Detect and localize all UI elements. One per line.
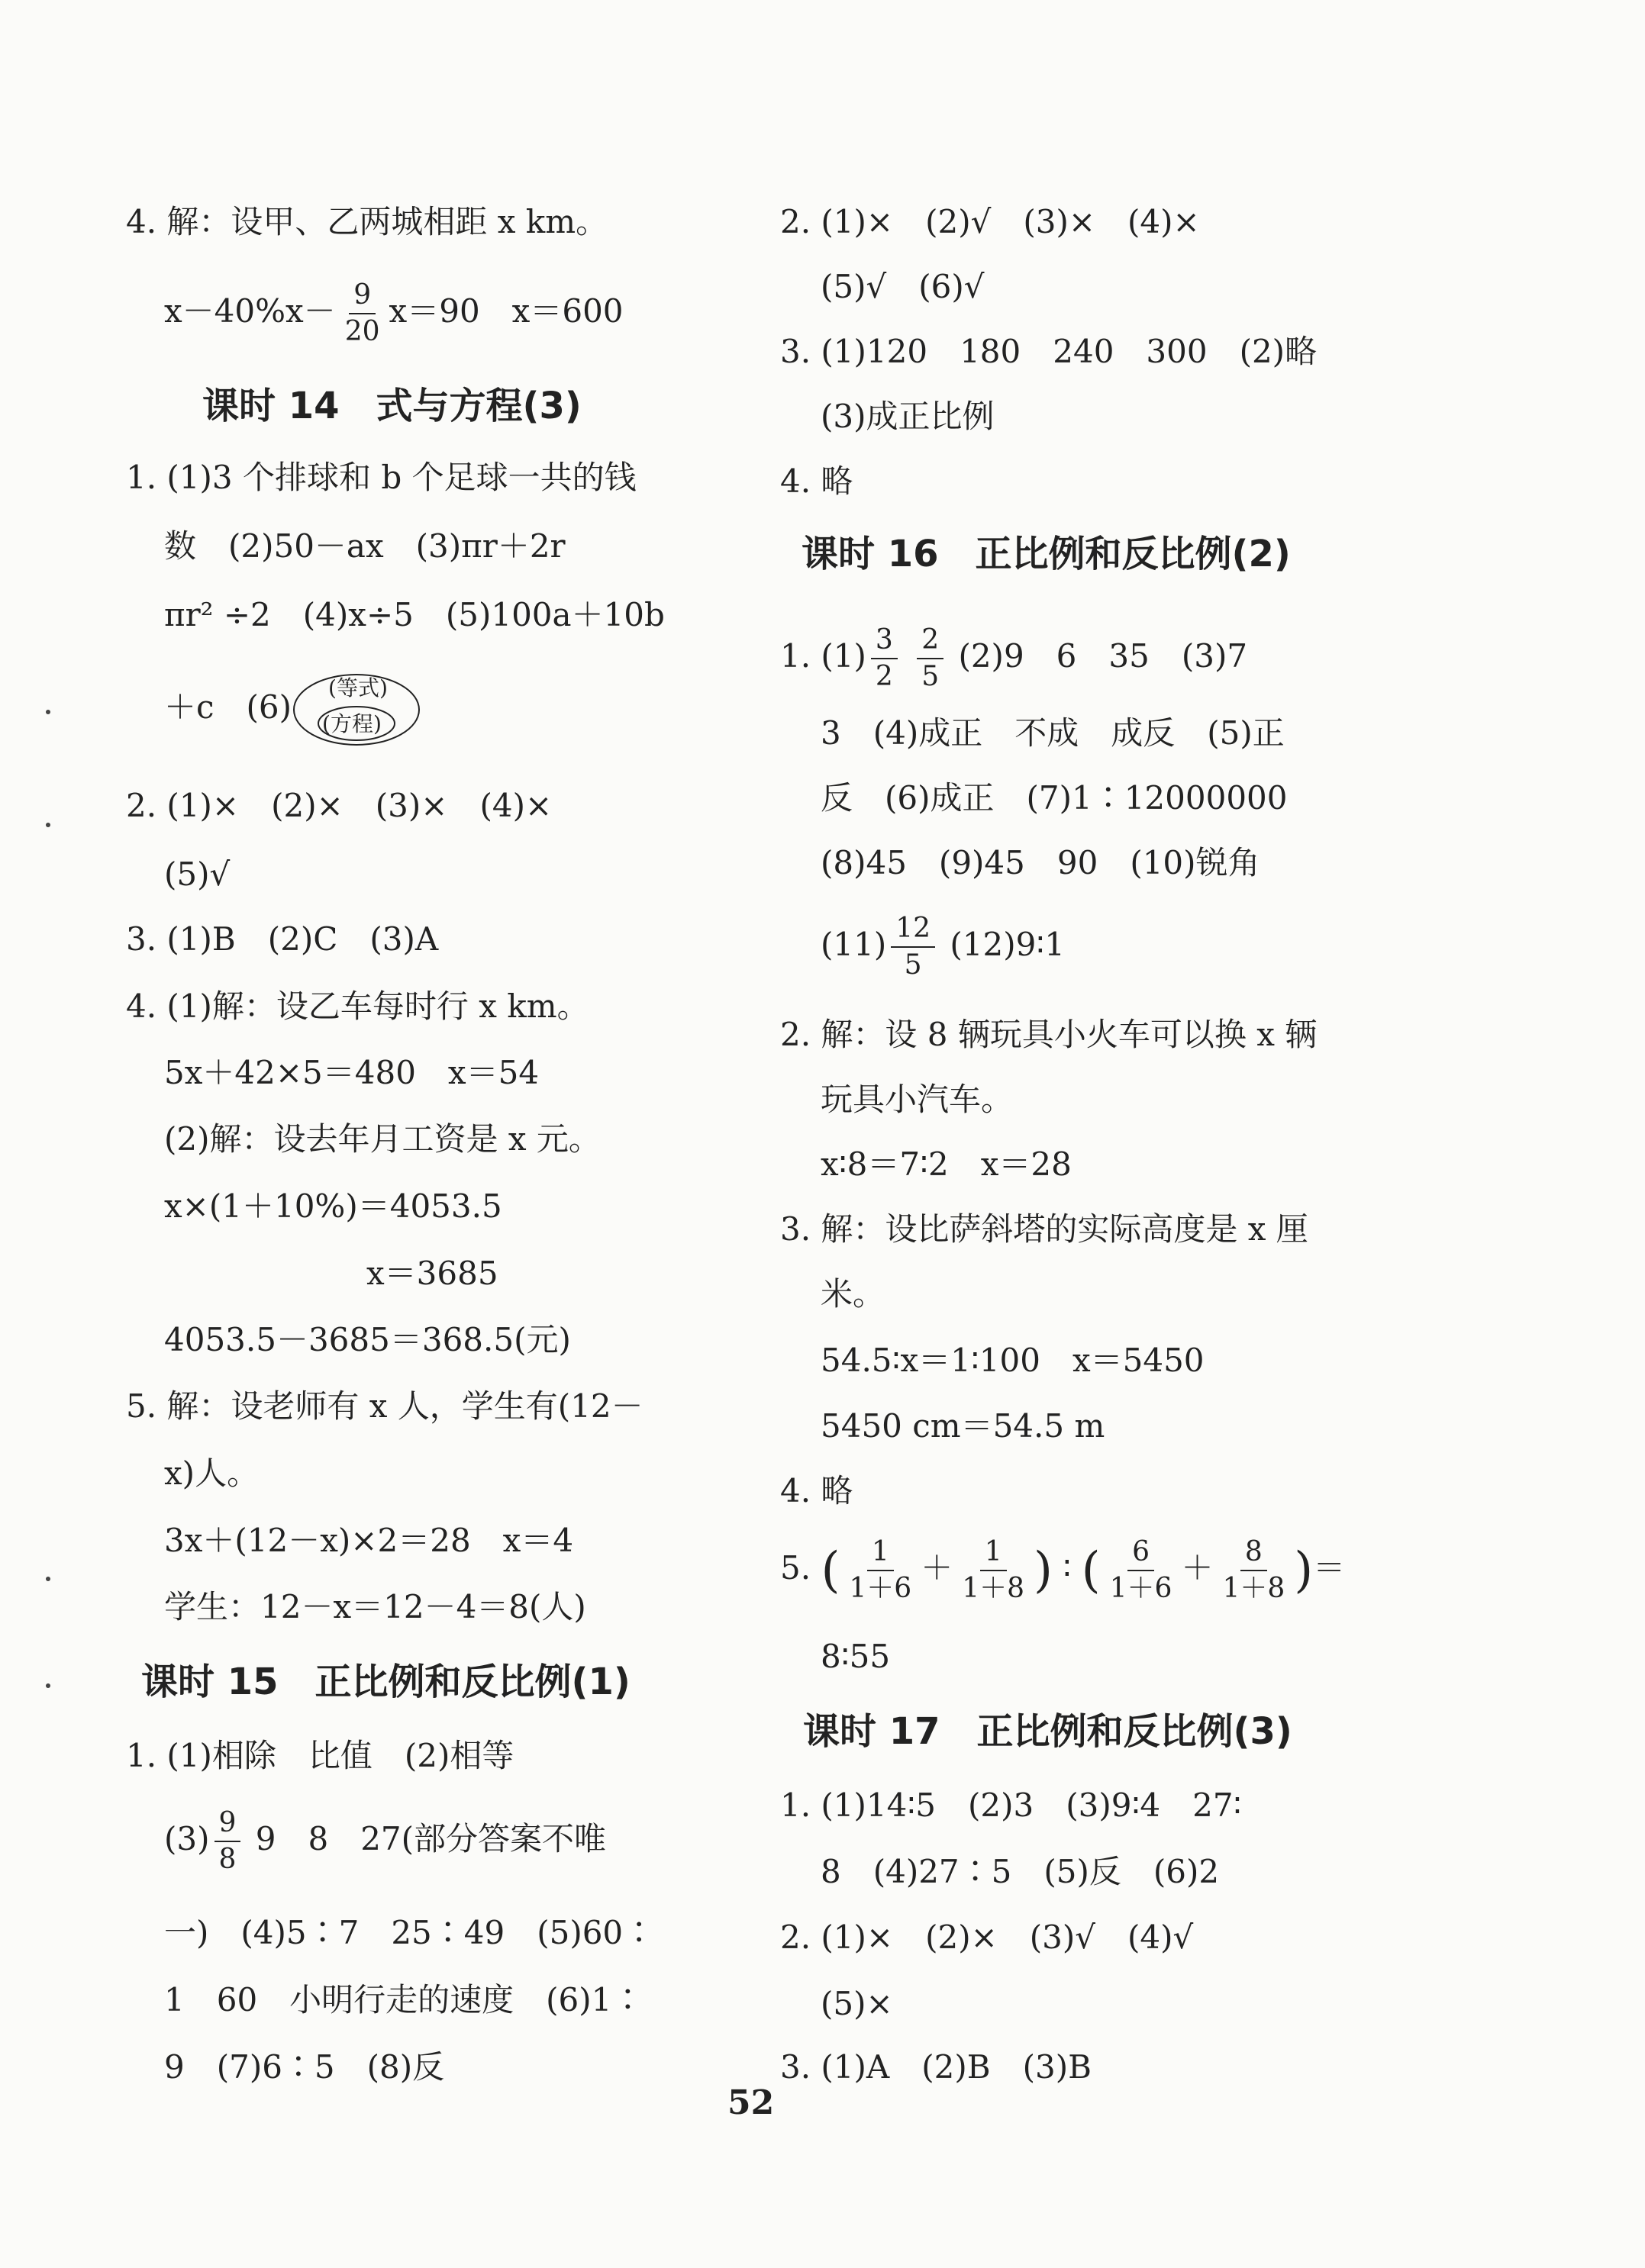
q5-line2: x)人。 [164, 1455, 260, 1492]
b2-line2: 玩具小汽车。 [821, 1081, 1014, 1118]
section-heading-17: 课时 17 正比例和反比例(3) [803, 1710, 1292, 1753]
margin-speck [46, 710, 50, 714]
b5-pre: 5. [780, 1548, 811, 1587]
b1-line3: 反 (6)成正 (7)1∶12000000 [821, 779, 1288, 817]
b5-line2: 8∶55 [821, 1638, 891, 1675]
r1-line4: 1 60 小明行走的速度 (6)1∶ [164, 1981, 644, 2018]
b1-line1-post: (2)9 6 35 (3)7 [958, 636, 1248, 675]
fraction-3-2 [871, 626, 898, 691]
section-heading-14: 课时 14 式与方程(3) [202, 385, 582, 427]
q5-line3: 3x＋(12－x)×2＝28 x＝4 [164, 1522, 574, 1559]
fraction-numerator: 1 [980, 1538, 1007, 1571]
fraction-8-9 [1218, 1538, 1289, 1603]
c2-line1: 2. (1)× (2)× (3)√ (4)√ [780, 1918, 1194, 1956]
r1-line5: 9 (7)6∶5 (8)反 [164, 2048, 445, 2086]
a2-line1: 2. (1)× (2)√ (3)× (4)× [780, 203, 1200, 240]
fraction-denominator: 1＋6 [1109, 1572, 1172, 1604]
nested-ellipse-diagram [292, 672, 421, 748]
margin-speck [46, 1683, 50, 1688]
q2-line2: (5)√ [164, 855, 231, 893]
answer-4-equation [164, 281, 624, 346]
fraction-denominator: 5 [904, 949, 922, 981]
b1-line1-pre: 1. (1) [780, 636, 866, 675]
b4-line: 4. 略 [780, 1472, 853, 1509]
margin-speck [46, 823, 50, 827]
fraction-denominator: 1＋8 [962, 1572, 1025, 1604]
q3-line: 3. (1)B (2)C (3)A [126, 920, 439, 958]
fraction-denominator: 8 [218, 1843, 237, 1875]
eq-part-b: x＝90 x＝600 [389, 292, 624, 330]
fraction-numerator: 6 [1127, 1538, 1154, 1571]
b1-line5 [821, 914, 1065, 980]
c1-line1: 1. (1)14∶5 (2)3 (3)9∶4 27∶ [780, 1786, 1242, 1824]
b2-line3: x∶8＝7∶2 x＝28 [821, 1145, 1072, 1183]
ellipse-label-inner: (方程) [322, 711, 382, 736]
section-heading-16: 课时 16 正比例和反比例(2) [802, 533, 1291, 575]
fraction-numerator: 9 [349, 281, 376, 314]
a2-line2: (5)√ (6)√ [821, 268, 985, 305]
fraction-denominator: 1＋8 [1222, 1572, 1285, 1604]
q4-line1: 4. (1)解：设乙车每时行 x km。 [126, 987, 589, 1025]
q4-line5: x＝3685 [366, 1255, 498, 1292]
b3-line3: 54.5∶x＝1∶100 x＝5450 [821, 1342, 1205, 1379]
r1-line2-pre: (3) [164, 1819, 210, 1857]
fraction-12-5 [891, 914, 935, 980]
q4-line6: 4053.5－3685＝368.5(元) [164, 1321, 571, 1358]
q1-line4-text: ＋c (6) [164, 688, 292, 726]
r1-line2-post: 9 8 27(部分答案不唯 [255, 1819, 607, 1857]
c3-line: 3. (1)A (2)B (3)B [780, 2048, 1092, 2086]
answer-4-line1: 4. 解：设甲、乙两城相距 x km。 [126, 203, 608, 240]
fraction-denominator: 20 [344, 315, 380, 347]
fraction-numerator: 12 [891, 914, 935, 948]
c1-line2: 8 (4)27∶5 (5)反 (6)2 [821, 1853, 1220, 1890]
q1-line2: 数 (2)50－ax (3)πr＋2r [164, 527, 566, 565]
b5-end: ＝ [1313, 1548, 1346, 1587]
r1-line1: 1. (1)相除 比值 (2)相等 [126, 1737, 514, 1774]
q4-line2: 5x＋42×5＝480 x＝54 [164, 1054, 540, 1091]
fraction-denominator: 5 [921, 660, 940, 692]
fraction-numerator: 2 [917, 626, 943, 659]
q1-line4 [164, 672, 421, 748]
b3-line1: 3. 解：设比萨斜塔的实际高度是 x 厘 [780, 1210, 1308, 1248]
b1-line2: 3 (4)成正 不成 成反 (5)正 [821, 714, 1285, 752]
eq-part-a: x－40%x－ [164, 292, 336, 330]
fraction-6-7 [1105, 1538, 1177, 1603]
b5-mid: ∶ [1063, 1548, 1072, 1587]
q1-line1: 1. (1)3 个排球和 b 个足球一共的钱 [126, 459, 637, 496]
r1-line2 [164, 1809, 606, 1874]
fraction-9-8 [214, 1809, 241, 1874]
paren-close-icon: ) [1294, 1542, 1314, 1599]
ellipse-label-outer: (等式) [328, 675, 388, 701]
b3-line4: 5450 cm＝54.5 m [821, 1407, 1105, 1445]
section-heading-15: 课时 15 正比例和反比例(1) [141, 1661, 631, 1703]
q2-line1: 2. (1)× (2)× (3)× (4)× [126, 787, 553, 824]
b1-line1 [780, 626, 1247, 691]
fraction-numerator: 3 [871, 626, 898, 659]
b3-line2: 米。 [821, 1275, 885, 1313]
b5-line1: 5. ( $\frac{1}{1+6}$ ＋ $\frac{1}{1+8}$ ) ∶ ( $\frac{6}{1+6}$ ＋ $\frac{8}{1+8}$ )＝ [780, 1536, 1346, 1604]
fraction-denominator: 2 [875, 660, 893, 692]
b1-line5-pre: (11) [821, 925, 887, 963]
a4-line: 4. 略 [780, 462, 853, 500]
b1-line4: (8)45 (9)45 90 (10)锐角 [821, 844, 1260, 881]
q5-line1: 5. 解：设老师有 x 人，学生有(12－ [126, 1387, 643, 1425]
q4-line3: (2)解：设去年月工资是 x 元。 [164, 1120, 601, 1158]
fraction-1-9 [957, 1538, 1029, 1603]
a3-line1: 3. (1)120 180 240 300 (2)略 [780, 333, 1318, 370]
c2-line2: (5)× [821, 1985, 893, 2022]
paren-open-icon: ( [1081, 1542, 1101, 1599]
fraction-denominator: 1＋6 [849, 1572, 912, 1604]
paren-close-icon: ) [1034, 1542, 1053, 1599]
margin-speck [46, 1577, 50, 1581]
fraction-2-5 [917, 626, 943, 691]
a3-line2: (3)成正比例 [821, 398, 995, 435]
b1-line5-post: (12)9∶1 [950, 925, 1065, 963]
q1-line3: πr² ÷2 (4)x÷5 (5)100a＋10b [164, 596, 665, 633]
page-number: 52 [727, 2083, 775, 2122]
b2-line1: 2. 解：设 8 辆玩具小火车可以换 x 辆 [780, 1016, 1318, 1053]
q5-line4: 学生：12－x＝12－4＝8(人) [164, 1588, 586, 1625]
paren-open-icon: ( [821, 1542, 840, 1599]
fraction-numerator: 9 [214, 1809, 241, 1842]
fraction-1-7a [844, 1538, 916, 1603]
fraction-numerator: 1 [867, 1538, 894, 1571]
q4-line4: x×(1＋10%)＝4053.5 [164, 1187, 502, 1225]
r1-line3: 一) (4)5∶7 25∶49 (5)60∶ [164, 1914, 656, 1951]
fraction-numerator: 8 [1240, 1538, 1267, 1571]
fraction-9-20 [340, 281, 385, 346]
